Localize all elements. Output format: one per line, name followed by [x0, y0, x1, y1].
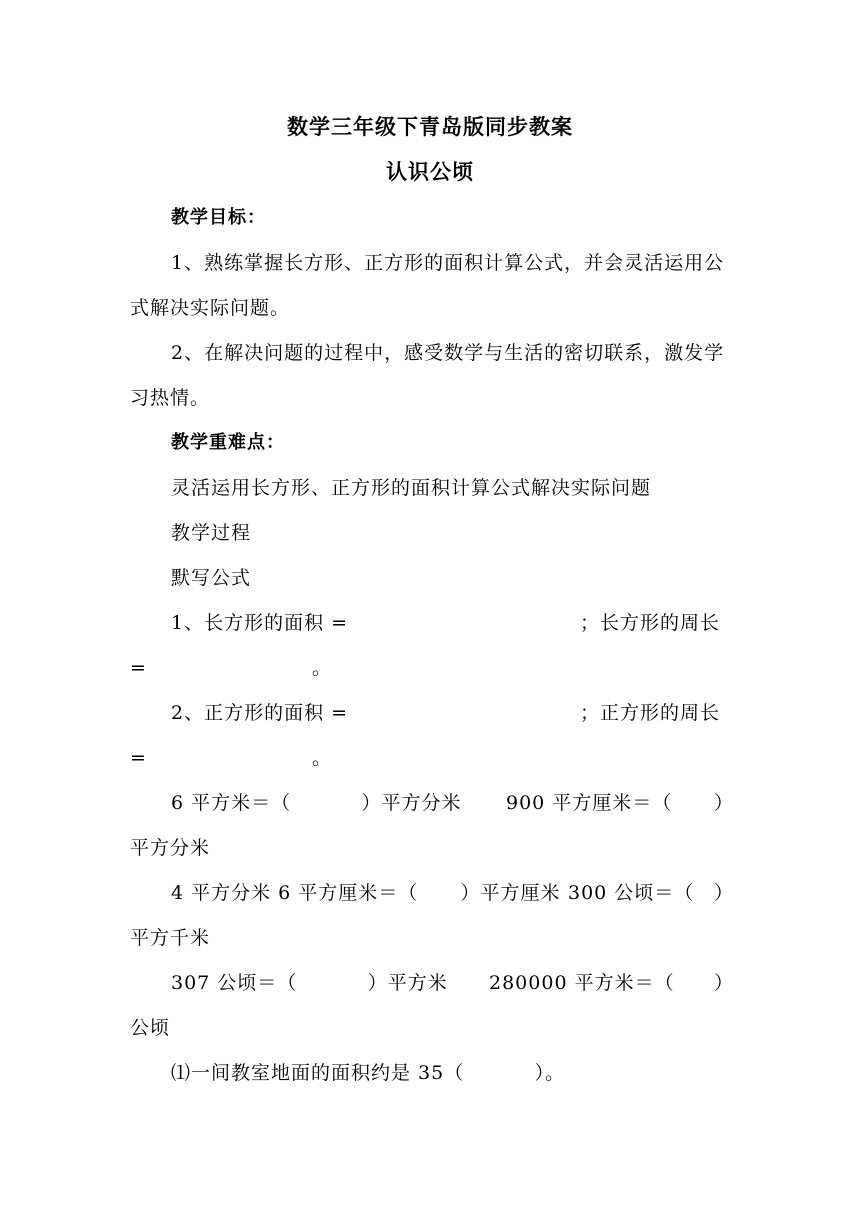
- formula-2-left: 2、正方形的面积 =: [171, 702, 349, 724]
- conversion-2-part-b: 300 公顷＝（: [568, 882, 695, 904]
- process-heading: 教学过程: [171, 522, 252, 544]
- dictation-heading: 默写公式: [171, 567, 252, 589]
- formula-2-equals: =: [130, 747, 147, 769]
- conversion-3-close: ）: [714, 972, 735, 994]
- formula-1-left: 1、长方形的面积 =: [171, 612, 349, 634]
- goal-1-line-2: 式解决实际问题。: [130, 297, 291, 319]
- formula-2-right: ；正方形的周长: [580, 702, 721, 724]
- document-title: 数学三年级下青岛版同步教案: [287, 115, 573, 139]
- goal-1-line-1: 1、熟练掌握长方形、正方形的面积计算公式，并会灵活运用公: [171, 252, 725, 274]
- conversion-3-part-b: 280000 平方米＝（: [489, 972, 675, 994]
- conversion-2-unit: 平方千米: [130, 927, 211, 949]
- key-points-heading: 教学重难点：: [171, 432, 285, 453]
- goal-2-line-2: 习热情。: [130, 387, 211, 409]
- conversion-1-close: ）: [714, 792, 735, 814]
- formula-1-end: 。: [312, 657, 333, 679]
- goal-2-line-1: 2、在解决问题的过程中，感受数学与生活的密切联系，激发学: [171, 342, 725, 364]
- conversion-3-part-a: 307 公顷＝（ ）平方米: [171, 972, 448, 994]
- lesson-title: 认识公顷: [386, 160, 474, 184]
- conversion-1-part-b: 900 平方厘米＝（: [506, 792, 673, 814]
- goal-heading: 教学目标：: [171, 207, 266, 228]
- conversion-1-unit: 平方分米: [130, 837, 211, 859]
- conversion-2-part-a: 4 平方分米 6 平方厘米＝（ ）平方厘米: [171, 882, 561, 904]
- question-1: ⑴一间教室地面的面积约是 35（ ）。: [171, 1062, 566, 1084]
- formula-1-right: ；长方形的周长: [580, 612, 721, 634]
- key-points-text: 灵活运用长方形、正方形的面积计算公式解决实际问题: [171, 477, 652, 499]
- formula-2-end: 。: [312, 747, 333, 769]
- conversion-2-close: ）: [714, 882, 735, 904]
- conversion-1-part-a: 6 平方米＝（ ）平方分米: [171, 792, 462, 814]
- formula-1-equals: =: [130, 657, 147, 679]
- conversion-3-unit: 公顷: [130, 1017, 171, 1039]
